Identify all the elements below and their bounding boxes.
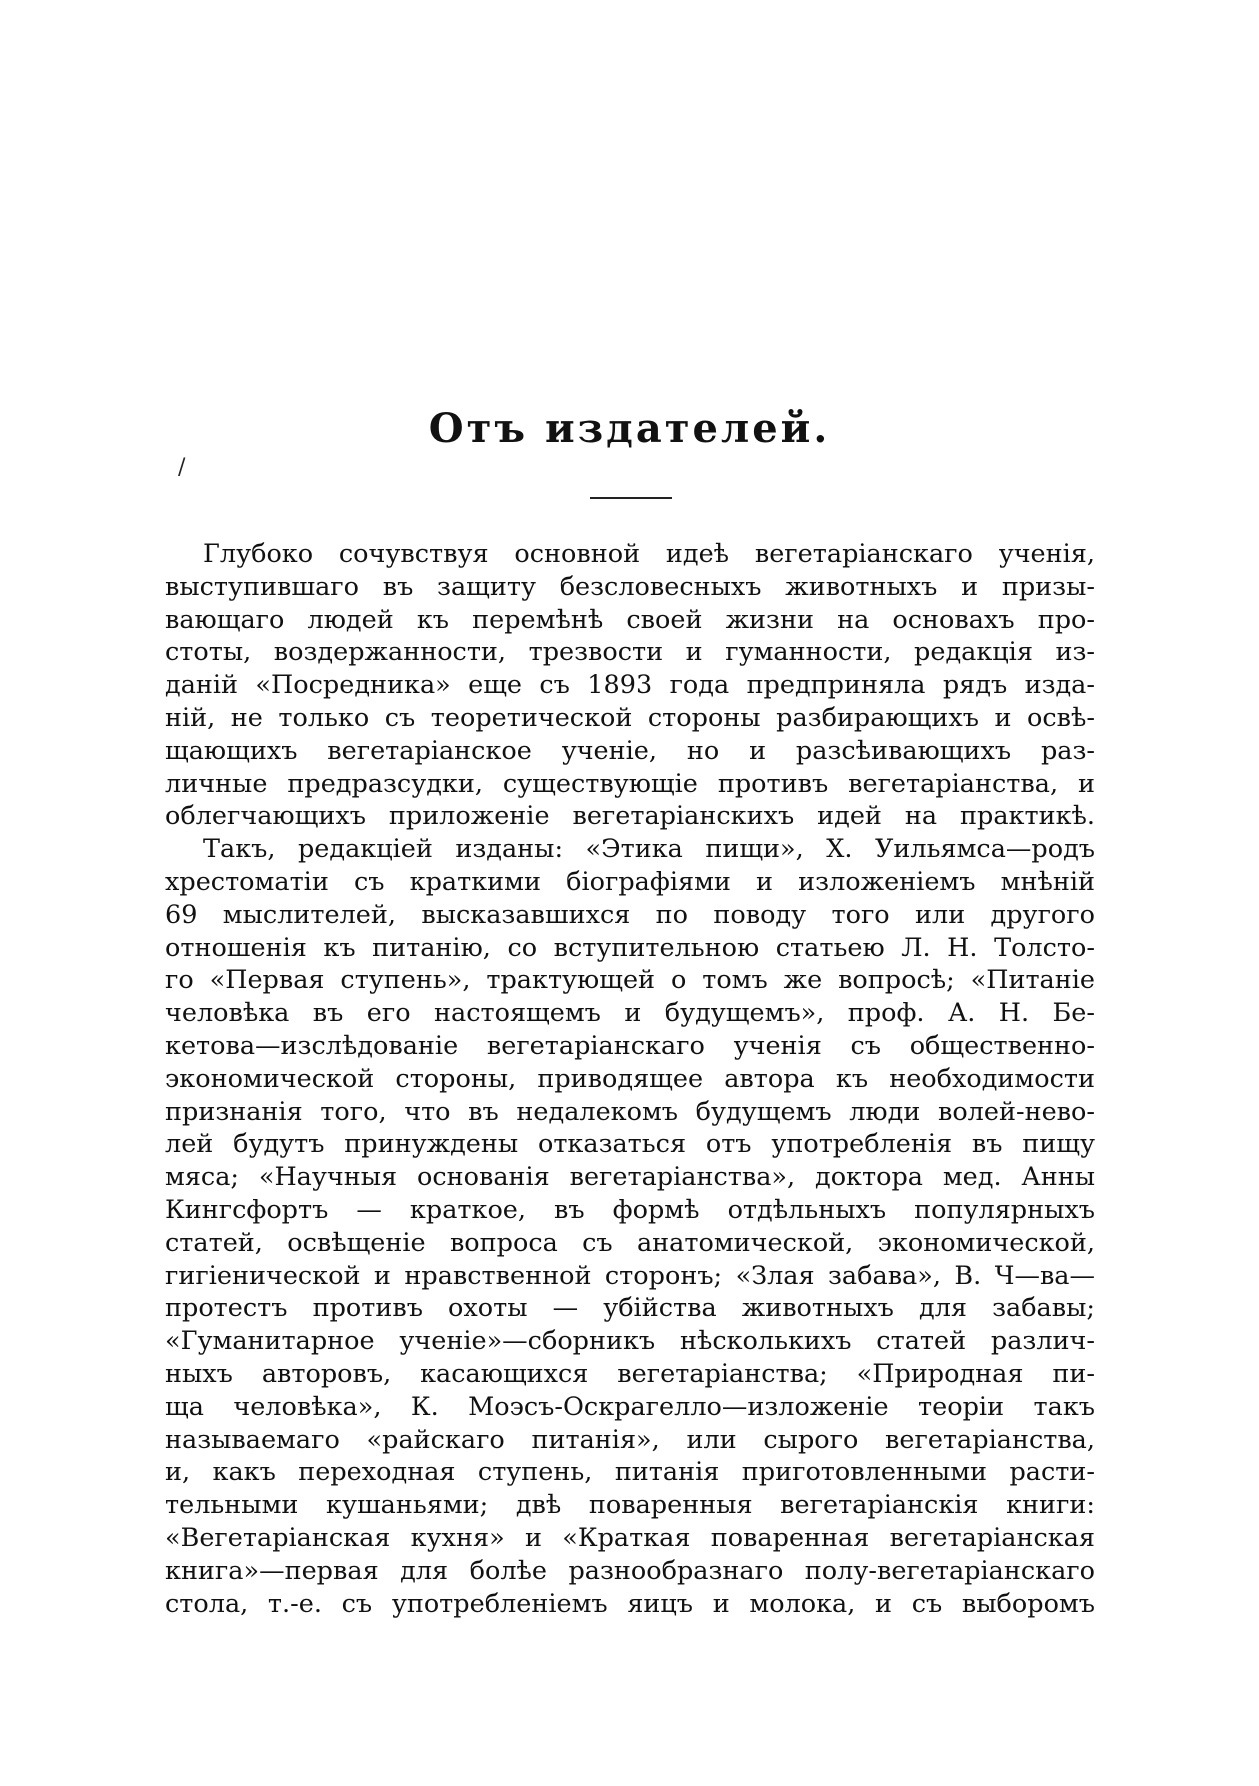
text-line: отношенія къ питанію, со вступительною статьею Л. Н. Толсто-: [165, 932, 1095, 963]
text-line: кетова—изслѣдованіе вегетаріанскаго ученія съ общественно-: [165, 1030, 1095, 1061]
text-line: книга»—первая для болѣе разнообразнаго полу-вегетаріанскаго: [165, 1555, 1095, 1586]
text-line: выступившаго въ защиту безсловесныхъ животныхъ и призы-: [165, 571, 1095, 602]
text-line: протестъ противъ охоты — убійства животныхъ для забавы;: [165, 1293, 1095, 1324]
text-line: личные предразсудки, существующіе противъ вегетаріанства, и: [165, 768, 1095, 799]
text-line: мяса; «Научныя основанія вегетаріанства», доктора мед. Анны: [165, 1162, 1095, 1193]
text-line: экономической стороны, приводящее автора къ необходимости: [165, 1063, 1095, 1094]
text-line: вающаго людей къ перемѣнѣ своей жизни на основахъ про-: [165, 604, 1095, 635]
text-line: и, какъ переходная ступень, питанія приготовленными расти-: [165, 1457, 1095, 1488]
stray-mark: /: [178, 455, 186, 480]
text-line: ща человѣка», К. Моэсъ-Оскрагелло—изложеніе теоріи такъ: [165, 1391, 1095, 1422]
body-text: [165, 538, 1095, 1620]
text-line: даній «Посредника» еще съ 1893 года предприняла рядъ изда-: [165, 670, 1095, 701]
text-line: статей, освѣщеніе вопроса съ анатомической, экономической,: [165, 1227, 1095, 1258]
text-line: хрестоматіи съ краткими біографіями и изложеніемъ мнѣній: [165, 866, 1095, 897]
text-line: щающихъ вегетаріанское ученіе, но и разсѣивающихъ раз-: [165, 735, 1095, 766]
text-line: «Вегетаріанская кухня» и «Краткая поваренная вегетаріанская: [165, 1522, 1095, 1553]
text-line: ныхъ авторовъ, касающихся вегетаріанства; «Природная пи-: [165, 1358, 1095, 1389]
text-line: 69 мыслителей, высказавшихся по поводу того или другого: [165, 899, 1095, 930]
text-line: человѣка въ его настоящемъ и будущемъ», проф. А. Н. Бе-: [165, 998, 1095, 1029]
text-line: ній, не только съ теоретической стороны разбирающихъ и освѣ-: [165, 702, 1095, 733]
text-line: го «Первая ступень», трактующей о томъ же вопросѣ; «Питаніе: [165, 965, 1095, 996]
paragraph-first-line: Глубоко сочувствуя основной идеѣ вегетаріанскаго ученія,: [203, 539, 1095, 569]
paragraph-first-line: Такъ, редакціей изданы: «Этика пищи», Х. Уильямса—родъ: [203, 834, 1095, 865]
text-line: гигіенической и нравственной сторонъ; «Злая забава», В. Ч—ва—: [165, 1260, 1095, 1291]
text-line: стоты, воздержанности, трезвости и гуманности, редакція из-: [165, 637, 1095, 668]
text-line: тельными кушаньями; двѣ поваренныя вегетаріанскія книги:: [165, 1490, 1095, 1521]
text-line: называемаго «райскаго питанія», или сырого вегетаріанства,: [165, 1424, 1095, 1455]
text-line: стола, т.-е. съ употребленіемъ яицъ и молока, и съ выборомъ: [165, 1588, 1095, 1619]
title-divider: [590, 497, 672, 499]
text-line: признанія того, что въ недалекомъ будущемъ люди волей-нево-: [165, 1096, 1095, 1127]
text-line: облегчающихъ приложеніе вегетаріанскихъ идей на практикѣ.: [165, 801, 1095, 832]
page-title: Отъ издателей.: [428, 405, 831, 452]
text-line: «Гуманитарное ученіе»—сборникъ нѣсколькихъ статей различ-: [165, 1326, 1095, 1357]
text-line: Кингсфортъ — краткое, въ формѣ отдѣльныхъ популярныхъ: [165, 1194, 1095, 1225]
text-line: лей будутъ принуждены отказаться отъ употребленія въ пищу: [165, 1129, 1095, 1160]
